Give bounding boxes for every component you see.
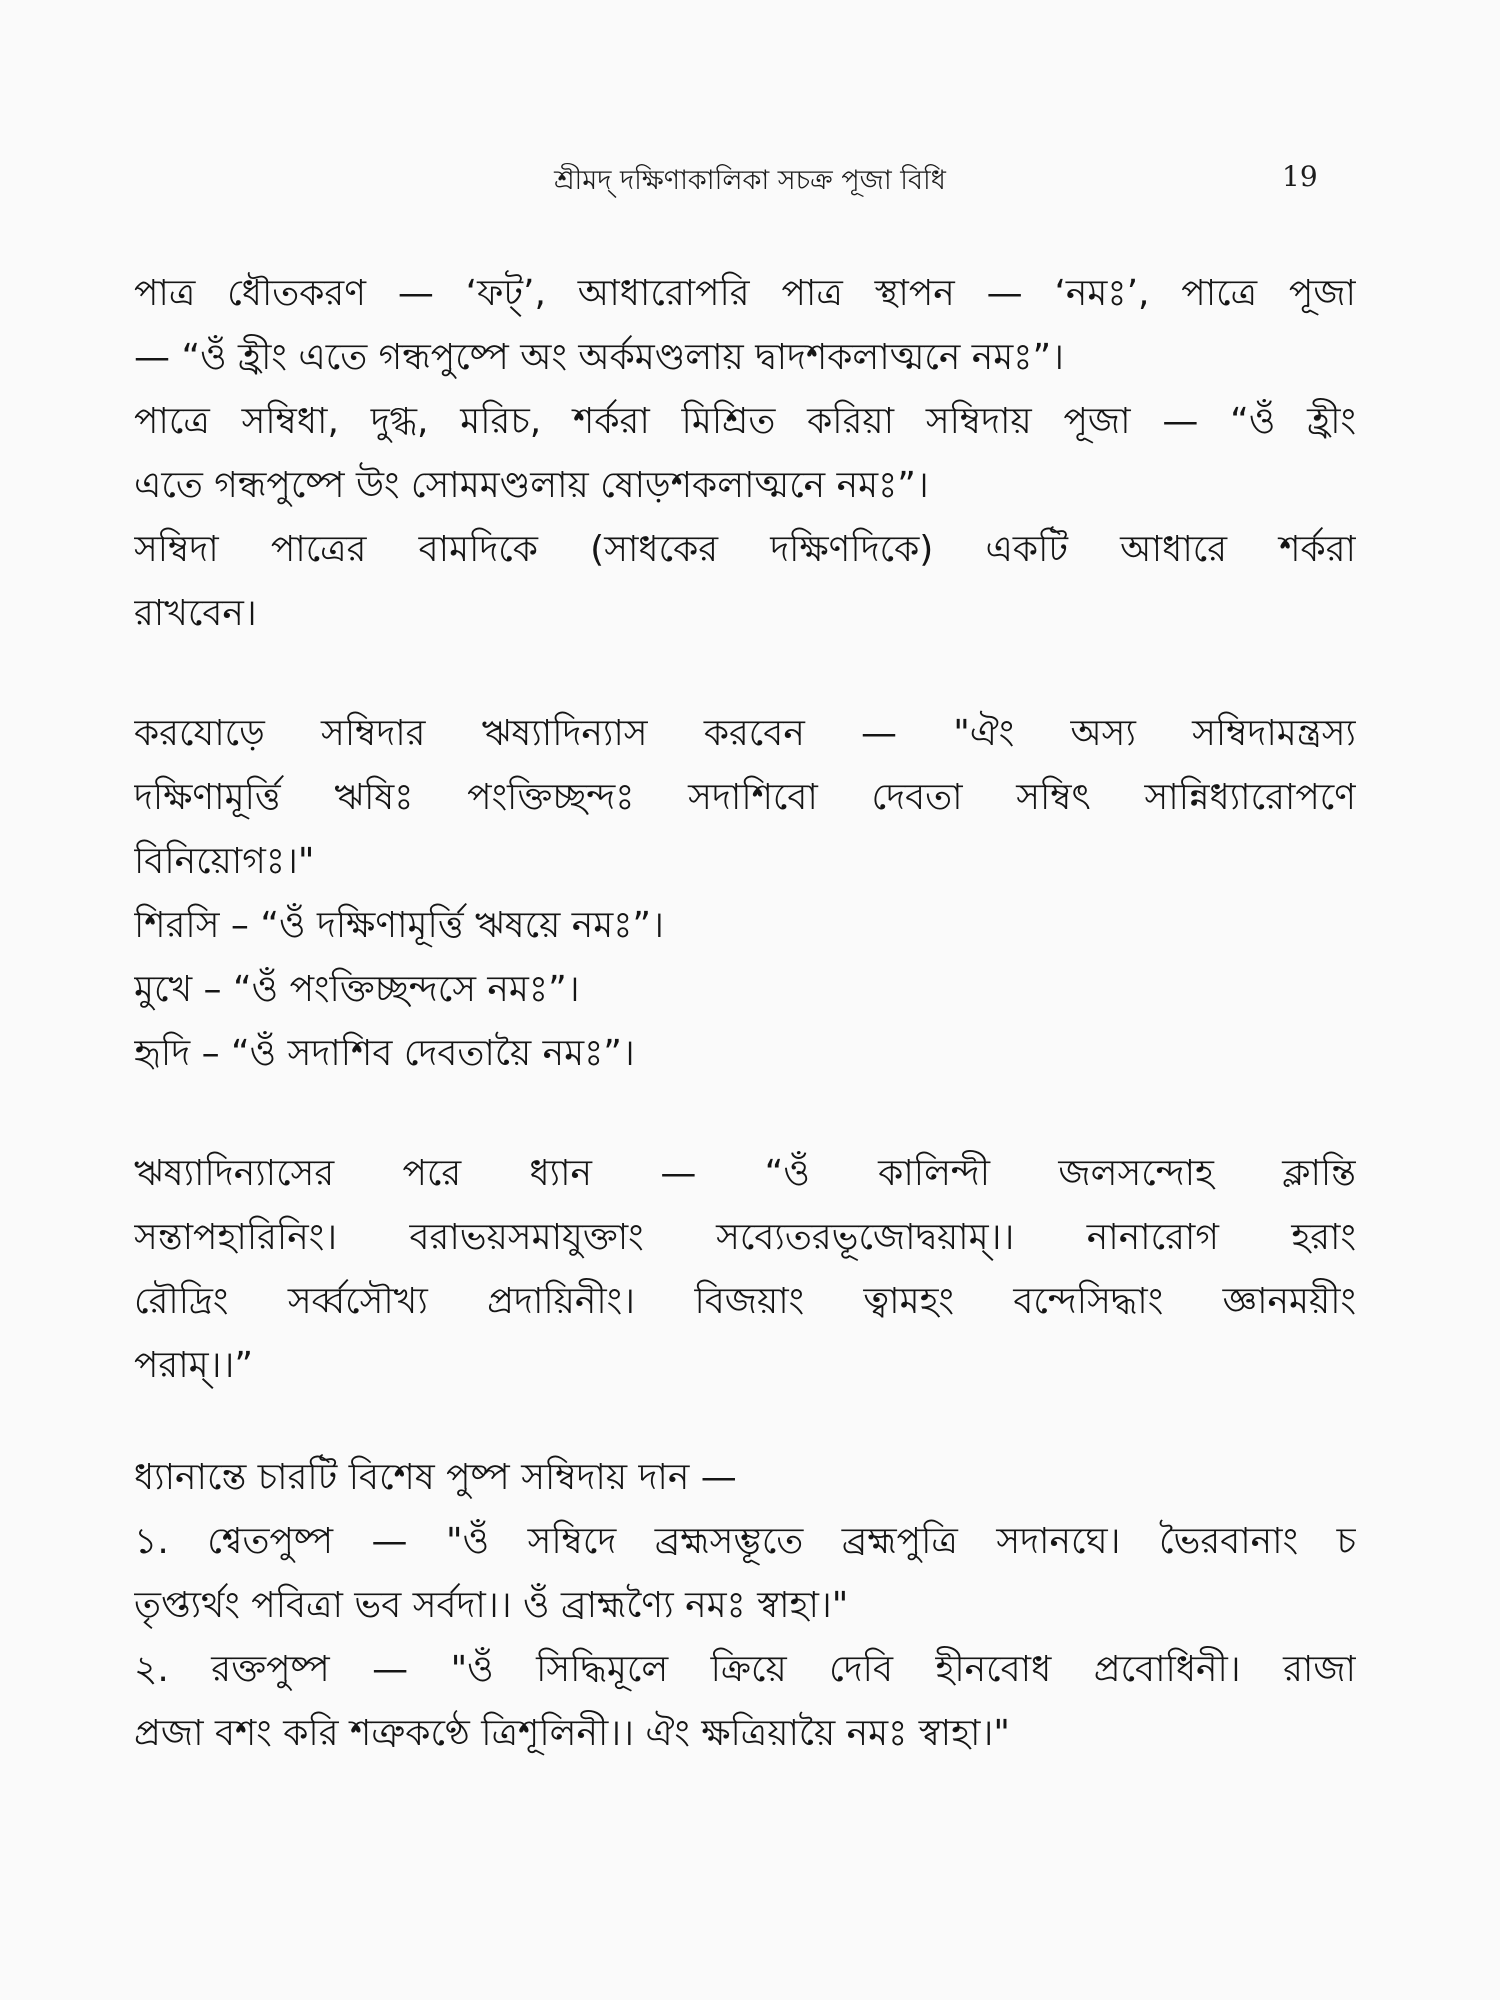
running-head-title: শ্রীমদ্ দক্ষিণাকালিকা সচক্র পূজা বিধি [554, 165, 946, 196]
paragraph-vessel-procedure [134, 262, 1356, 646]
paragraph-spacer [134, 1398, 1356, 1446]
text-line: পাত্রে সম্বিধা, দুগ্ধ, মরিচ, শর্করা মিশ্রিত করিয়া সম্বিদায় পূজা — “ওঁ হ্রীং [134, 401, 1356, 442]
text-line: করযোড়ে সম্বিদার ঋষ্যাদিন্যাস করবেন — "ঐং অস্য সম্বিদামন্ত্রস্য [134, 713, 1356, 754]
text-line: মুখে – “ওঁ পংক্তিচ্ছন্দসে নমঃ”। [134, 969, 580, 1010]
paragraph-flower-offerings [134, 1446, 1356, 1766]
text-line: — “ওঁ হ্রীং এতে গন্ধপুষ্পে অং অর্কমণ্ডলায় দ্বাদশকলাত্মনে নমঃ”। [134, 337, 1064, 378]
text-line: শিরসি – “ওঁ দক্ষিণামূর্ত্তি ঋষয়ে নমঃ”। [134, 905, 664, 946]
text-line: সম্বিদা পাত্রের বামদিকে (সাধকের দক্ষিণদিকে) একটি আধারে শর্করা [134, 529, 1356, 570]
text-line: পাত্র ধৌতকরণ — ‘ফট্’, আধারোপরি পাত্র স্থাপন — ‘নমঃ’, পাত্রে পূজা [134, 273, 1356, 314]
paragraph-spacer [134, 1086, 1356, 1142]
page-number: 19 [1282, 160, 1318, 193]
text-line: রাখবেন। [134, 593, 257, 634]
paragraph-spacer [134, 646, 1356, 702]
text-line: হৃদি – “ওঁ সদাশিব দেবতায়ৈ নমঃ”। [134, 1033, 635, 1074]
text-line: দক্ষিণামূর্ত্তি ঋষিঃ পংক্তিচ্ছন্দঃ সদাশিবো দেবতা সম্বিৎ সান্নিধ্যারোপণে [134, 777, 1356, 818]
text-line: ঋষ্যাদিন্যাসের পরে ধ্যান — “ওঁ কালিন্দী জলসন্দোহ ক্লান্তি [134, 1153, 1356, 1194]
text-line: তৃপ্ত্যর্থং পবিত্রা ভব সর্বদা।। ওঁ ব্রাহ্মণ্যৈ নমঃ স্বাহা।" [134, 1585, 849, 1626]
text-line: সন্তাপহারিনিং। বরাভয়সমাযুক্তাং সব্যেতরভূজোদ্বয়াম্।। নানারোগ হরাং [134, 1217, 1356, 1258]
page-body [134, 262, 1356, 1766]
text-line: প্রজা বশং করি শত্রুকণ্ঠে ত্রিশূলিনী।। ঐং ক্ষত্রিয়ায়ৈ নমঃ স্বাহা।" [134, 1713, 1010, 1754]
paragraph-rishyadi-nyasa [134, 702, 1356, 1086]
text-line: এতে গন্ধপুষ্পে উং সোমমণ্ডলায় ষোড়শকলাত্মনে নমঃ”। [134, 465, 929, 506]
text-line: পরাম্।।” [134, 1345, 254, 1386]
paragraph-dhyana [134, 1142, 1356, 1398]
text-line: ধ্যানান্তে চারটি বিশেষ পুষ্প সম্বিদায় দান — [134, 1457, 737, 1498]
text-line: রৌদ্রিং সর্ব্বসৌখ্য প্রদায়িনীং। বিজয়াং ত্বামহং বন্দেসিদ্ধাং জ্ঞানময়ীং [134, 1281, 1356, 1322]
text-line: ২. রক্তপুষ্প — "ওঁ সিদ্ধিমূলে ক্রিয়ে দেবি হীনবোধ প্রবোধিনী। রাজা [134, 1649, 1356, 1690]
text-line: ১. শ্বেতপুষ্প — "ওঁ সম্বিদে ব্রহ্মসম্ভূতে ব্রহ্মপুত্রি সদানঘে। ভৈরবানাং চ [134, 1521, 1356, 1562]
text-line: বিনিয়োগঃ।" [134, 841, 315, 882]
